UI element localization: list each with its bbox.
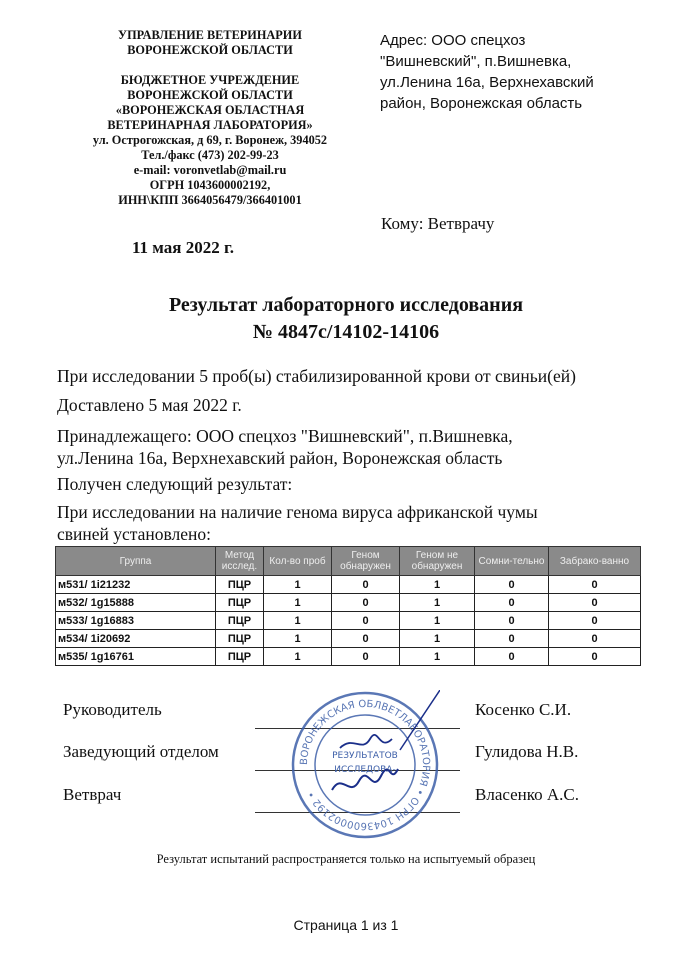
table-cell: ПЦР [216, 576, 264, 594]
table-cell: 0 [475, 594, 549, 612]
header-row [56, 547, 641, 576]
page-number: Страница 1 из 1 [293, 917, 399, 933]
table-cell: 1 [264, 594, 332, 612]
table-cell: м533/ 1g16883 [56, 612, 216, 630]
svg-text:ВОРОНЕЖСКАЯ ОБЛВЕТЛАБОРАТОРИЯ: ВОРОНЕЖСКАЯ ОБЛВЕТЛАБОРАТОРИЯ • ОГРН 1043600002192 • [298, 698, 432, 832]
table-cell: 1 [400, 648, 475, 666]
table-row [56, 630, 641, 648]
table-cell: 0 [475, 612, 549, 630]
footer-note: Результат испытаний распространяется только на испытуемый образец [156, 852, 536, 866]
body-samples: При исследовании 5 проб(ы) стабилизированной крови от свиньи(ей) [57, 366, 576, 386]
table-cell: 0 [475, 576, 549, 594]
table-cell: 0 [549, 630, 641, 648]
org-line: ул. Острогожская, д 69, г. Воронеж, 394052 [92, 133, 328, 147]
title-line-2: № 4847с/14102-14106 [252, 321, 440, 343]
table-cell: 0 [475, 648, 549, 666]
table-cell: ПЦР [216, 612, 264, 630]
table-row [56, 576, 641, 594]
body-delivered: Доставлено 5 мая 2022 г. [57, 395, 242, 415]
org-line: УПРАВЛЕНИЕ ВЕТЕРИНАРИИ [118, 28, 302, 42]
body-owner: Принадлежащего: ООО спецхоз "Вишневский", п.Вишневка, [57, 426, 513, 446]
column-header: Геном не обнаружен [400, 547, 475, 576]
table-cell: 0 [475, 630, 549, 648]
table-cell: ПЦР [216, 630, 264, 648]
table-cell: 0 [332, 594, 400, 612]
signature-name-dept: Гулидова Н.В. [475, 742, 579, 761]
table-cell: 0 [549, 612, 641, 630]
document-title [0, 292, 692, 346]
column-header: Геном обнаружен [332, 547, 400, 576]
svg-text:ИССЛЕДОВА-: ИССЛЕДОВА- [334, 765, 396, 775]
table-row [56, 594, 641, 612]
body-test-cont: свиней установлено: [57, 524, 212, 544]
table-cell: 0 [549, 648, 641, 666]
table-cell: м531/ 1i21232 [56, 576, 216, 594]
signature-name-head: Косенко С.И. [475, 700, 572, 719]
org-line: ВОРОНЕЖСКОЙ ОБЛАСТИ [127, 88, 293, 102]
table-cell: 1 [400, 612, 475, 630]
table-cell: 1 [264, 576, 332, 594]
org-line: ИНН\КПП 3664056479/366401001 [118, 193, 302, 207]
table-cell: 1 [400, 594, 475, 612]
body-result-intro: Получен следующий результат: [57, 474, 293, 494]
table-cell: м532/ 1g15888 [56, 594, 216, 612]
address-line: "Вишневский", п.Вишневка, [380, 53, 572, 70]
address-line: Адрес: ООО спецхоз [380, 32, 526, 49]
organization-header [60, 28, 360, 208]
table-cell: 0 [332, 648, 400, 666]
body-test: При исследовании на наличие генома вируса африканской чумы [57, 502, 538, 522]
column-header: Сомни-тельно [475, 547, 549, 576]
table-cell: м535/ 1g16761 [56, 648, 216, 666]
org-line: Тел./факс (473) 202-99-23 [141, 148, 279, 162]
org-line: ОГРН 1043600002192, [149, 178, 271, 192]
org-line: ВЕТЕРИНАРНАЯ ЛАБОРАТОРИЯ» [107, 118, 313, 132]
table-cell: 1 [264, 648, 332, 666]
table-cell: ПЦР [216, 594, 264, 612]
org-line: ВОРОНЕЖСКОЙ ОБЛАСТИ [127, 43, 293, 57]
table-cell: 0 [332, 630, 400, 648]
table-cell: 0 [549, 576, 641, 594]
signature-role-dept: Заведующий отделом [63, 742, 219, 761]
org-line [60, 58, 360, 73]
org-line: «ВОРОНЕЖСКАЯ ОБЛАСТНАЯ [115, 103, 305, 117]
column-header: Забрако-ванно [549, 547, 641, 576]
signature-role-vet: Ветврач [63, 785, 122, 804]
official-stamp [290, 690, 440, 840]
recipient-address [380, 30, 670, 114]
address-line: район, Воронежская область [380, 95, 583, 112]
column-header: Метод исслед. [216, 547, 264, 576]
org-line: e-mail: voronvetlab@mail.ru [133, 163, 287, 177]
svg-text:РЕЗУЛЬТАТОВ: РЕЗУЛЬТАТОВ [332, 751, 398, 761]
table-cell: 0 [549, 594, 641, 612]
signature-name-vet: Власенко А.С. [475, 785, 580, 804]
table-cell: 1 [400, 630, 475, 648]
table-cell: м534/ 1i20692 [56, 630, 216, 648]
table-row [56, 648, 641, 666]
table-cell: 0 [332, 612, 400, 630]
table-cell: 1 [264, 612, 332, 630]
document-date: 11 мая 2022 г. [132, 238, 235, 257]
recipient: Кому: Ветврачу [381, 214, 495, 233]
column-header: Кол-во проб [264, 547, 332, 576]
signature-role-head: Руководитель [63, 700, 162, 719]
body-owner-address: ул.Ленина 16а, Верхнехавский район, Воронежская область [57, 448, 503, 468]
title-line-1: Результат лабораторного исследования [168, 294, 524, 316]
org-line: БЮДЖЕТНОЕ УЧРЕЖДЕНИЕ [120, 73, 300, 87]
table-cell: 1 [400, 576, 475, 594]
results-table [55, 546, 641, 666]
column-header: Группа [56, 547, 216, 576]
address-line: ул.Ленина 16а, Верхнехавский [380, 74, 594, 91]
table-cell: ПЦР [216, 648, 264, 666]
table-row [56, 612, 641, 630]
table-cell: 1 [264, 630, 332, 648]
table-cell: 0 [332, 576, 400, 594]
